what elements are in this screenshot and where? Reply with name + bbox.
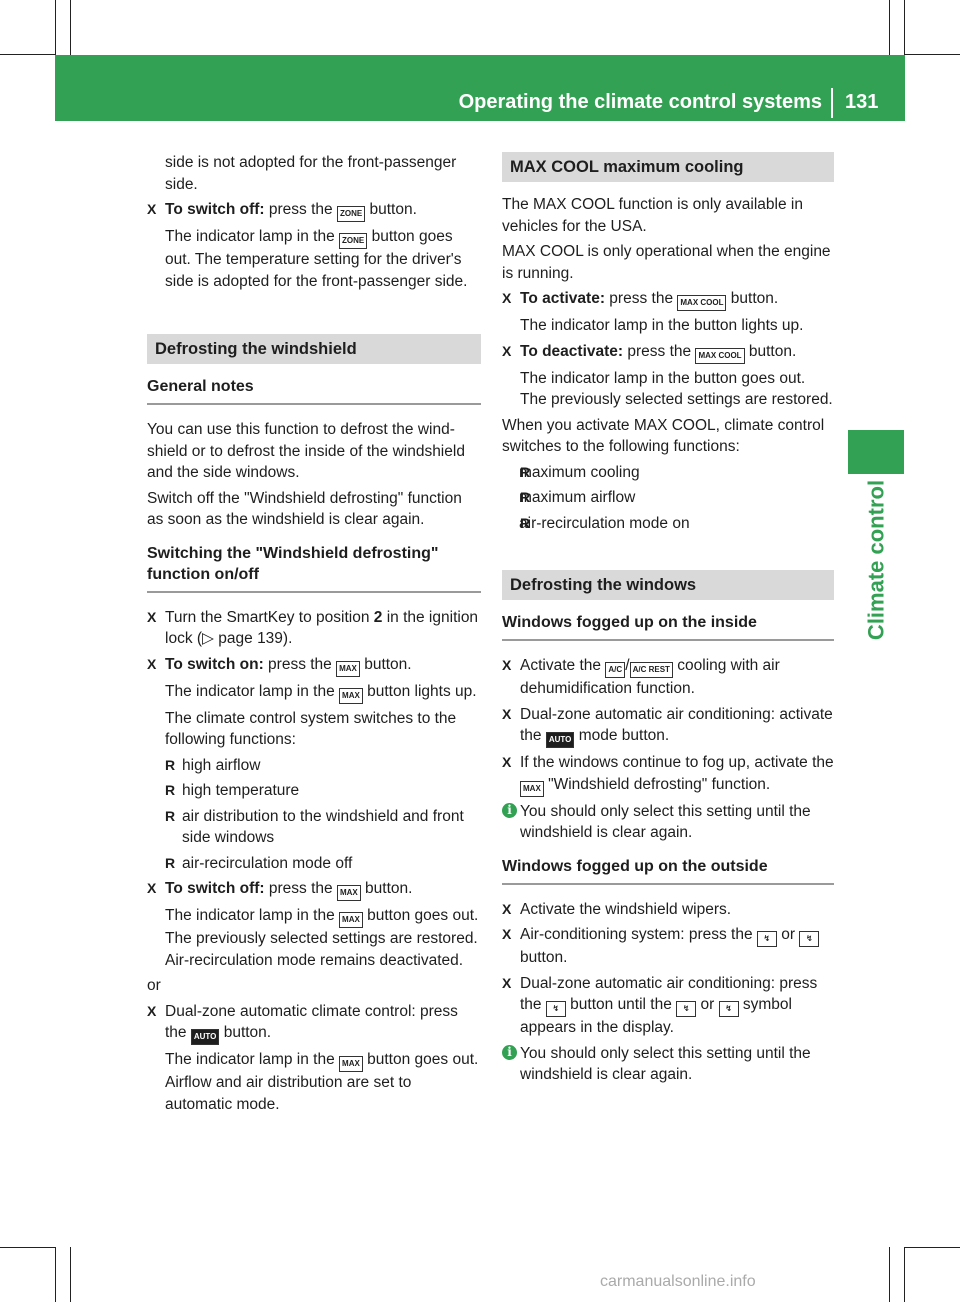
watermark: carmanualsonline.info [600, 1273, 756, 1290]
deactivate-step: X To deactivate: press the MAX COOL button. [502, 341, 834, 364]
crop-mark [889, 1247, 890, 1302]
defrost-max-button-icon: MAX [520, 781, 544, 797]
paragraph: MAX COOL is only operational when the engine is running. [502, 243, 831, 282]
section-heading: MAX COOL maximum cooling [502, 152, 834, 182]
airflow-fresh-icon: ↯ [676, 1001, 696, 1017]
crop-mark [55, 1247, 56, 1302]
ac-button-icon: A/C [605, 662, 625, 678]
switch-on-step: X To switch on: press the MAX button. [147, 654, 481, 677]
info-note: i You should only select this setting until the windshield is clear again. [502, 1043, 834, 1086]
instruction-step: X Dual-zone automatic air conditioning: activate the AUTO mode button. [502, 704, 834, 749]
crop-mark [70, 0, 71, 55]
crop-mark [905, 54, 960, 55]
instruction-step: X Air-conditioning system: press the ↯ or ↯ button. [502, 924, 834, 969]
switch-on-result: The indicator lamp in the MAX button lights up. [147, 681, 481, 704]
paragraph: The MAX COOL function is only available in vehicles for the USA. [502, 196, 803, 235]
paragraph: The climate control system switches to the following functions: [165, 709, 457, 748]
defrost-max-button-icon: MAX [339, 912, 363, 928]
deactivate-result: The indicator lamp in the button goes out. The previously selected settings are restored. [520, 369, 833, 408]
max-cool-button-icon: MAX COOL [677, 295, 726, 311]
list-item: R high temperature [147, 780, 481, 802]
crop-mark [0, 54, 55, 55]
instruction-step: X Dual-zone automatic air conditioning: press the ↯ button until the ↯ or ↯ symbol appears in the display. [502, 973, 834, 1039]
auto-step: X Dual-zone automatic climate control: press the AUTO button. [147, 1001, 481, 1046]
header-divider [831, 88, 833, 118]
page-number: 131 [845, 91, 879, 113]
auto-result: The indicator lamp in the MAX button goes out. Airflow and air distribution are set to automatic mode. [165, 1051, 479, 1113]
list-item: R maximum airflow [502, 487, 834, 509]
airflow-mode-icon: ↯ [546, 1001, 566, 1017]
instruction-step: X Turn the SmartKey to position 2 in the ignition lock (▷ page 139). [147, 607, 481, 650]
activate-result: The indicator lamp in the button lights up. [520, 317, 804, 334]
airflow-recirc-icon: ↯ [799, 931, 819, 947]
auto-button-icon: AUTO [546, 732, 575, 748]
crop-mark [0, 1247, 55, 1248]
zone-button-icon: ZONE [339, 233, 367, 249]
list-item: R air distribution to the windshield and front side windows [147, 806, 481, 849]
zone-button-icon: ZONE [337, 206, 365, 222]
chapter-tab [848, 430, 904, 474]
or-text: or [147, 977, 161, 994]
zone-switch-off-result: The indicator lamp in the ZONE button goes out. The temperature setting for the driver's side is adopted for the front-passenger side. [165, 228, 468, 290]
ac-rest-button-icon: A/C REST [630, 662, 673, 678]
crop-mark [70, 1247, 71, 1302]
defrost-max-button-icon: MAX [336, 661, 360, 677]
section-heading: Defrosting the windows [502, 570, 834, 600]
zone-switch-off-step: X To switch off: press the ZONE button. [147, 199, 481, 222]
activate-step: X To activate: press the MAX COOL button. [502, 288, 834, 311]
subsection-heading: Windows fogged up on the inside [502, 612, 834, 641]
subsection-heading: General notes [147, 376, 481, 405]
instruction-step: X If the windows continue to fog up, activate the MAX "Windshield defrosting" function. [502, 752, 834, 797]
left-column [147, 152, 481, 1119]
defrost-max-button-icon: MAX [339, 688, 363, 704]
subsection-heading: Windows fogged up on the outside [502, 856, 834, 885]
defrost-max-button-icon: MAX [337, 885, 361, 901]
paragraph: When you activate MAX COOL, climate control switches to the following functions: [502, 416, 825, 455]
airflow-recirc-icon: ↯ [719, 1001, 739, 1017]
instruction-step: X Activate the A/C / A/C REST cooling with air dehumidification function. [502, 655, 834, 700]
right-column [502, 152, 834, 1090]
switch-off-step: X To switch off: press the MAX button. [147, 878, 481, 901]
info-icon: i [502, 803, 517, 818]
page-title: Operating the climate control systems [458, 91, 822, 113]
paragraph: You can use this function to defrost the windshield or to defrost the inside of the windshield and the side windows. [147, 421, 465, 481]
chapter-label: Climate control [863, 479, 889, 641]
list-item: R high airflow [147, 755, 481, 777]
list-item: R air-recirculation mode on [502, 513, 834, 535]
airflow-fresh-icon: ↯ [757, 931, 777, 947]
paragraph: Switch off the "Windshield defrosting" function as soon as the windshield is clear again. [147, 489, 462, 528]
list-item: R maximum cooling [502, 462, 834, 484]
subsection-heading: Switching the "Windshield defrosting" function on/off [147, 543, 481, 593]
switch-off-result: The indicator lamp in the MAX button goes out. The previously selected settings are restored. Air-recirculation mode remains deactivated. [165, 907, 479, 969]
defrost-max-button-icon: MAX [339, 1056, 363, 1072]
crop-mark [904, 0, 905, 55]
auto-button-icon: AUTO [191, 1029, 220, 1045]
max-cool-button-icon: MAX COOL [695, 348, 744, 364]
intro-continuation: side is not adopted for the front-passenger side. [165, 154, 457, 193]
crop-mark [889, 0, 890, 55]
info-icon: i [502, 1045, 517, 1060]
info-note: i You should only select this setting until the windshield is clear again. [502, 801, 834, 844]
page-reference-arrow-icon: ▷ [202, 630, 214, 647]
crop-mark [55, 0, 56, 55]
crop-mark [904, 1247, 905, 1302]
crop-mark [905, 1247, 960, 1248]
list-item: R air-recirculation mode off [147, 853, 481, 875]
section-heading: Defrosting the windshield [147, 334, 481, 364]
instruction-step: X Activate the windshield wipers. [502, 899, 834, 921]
